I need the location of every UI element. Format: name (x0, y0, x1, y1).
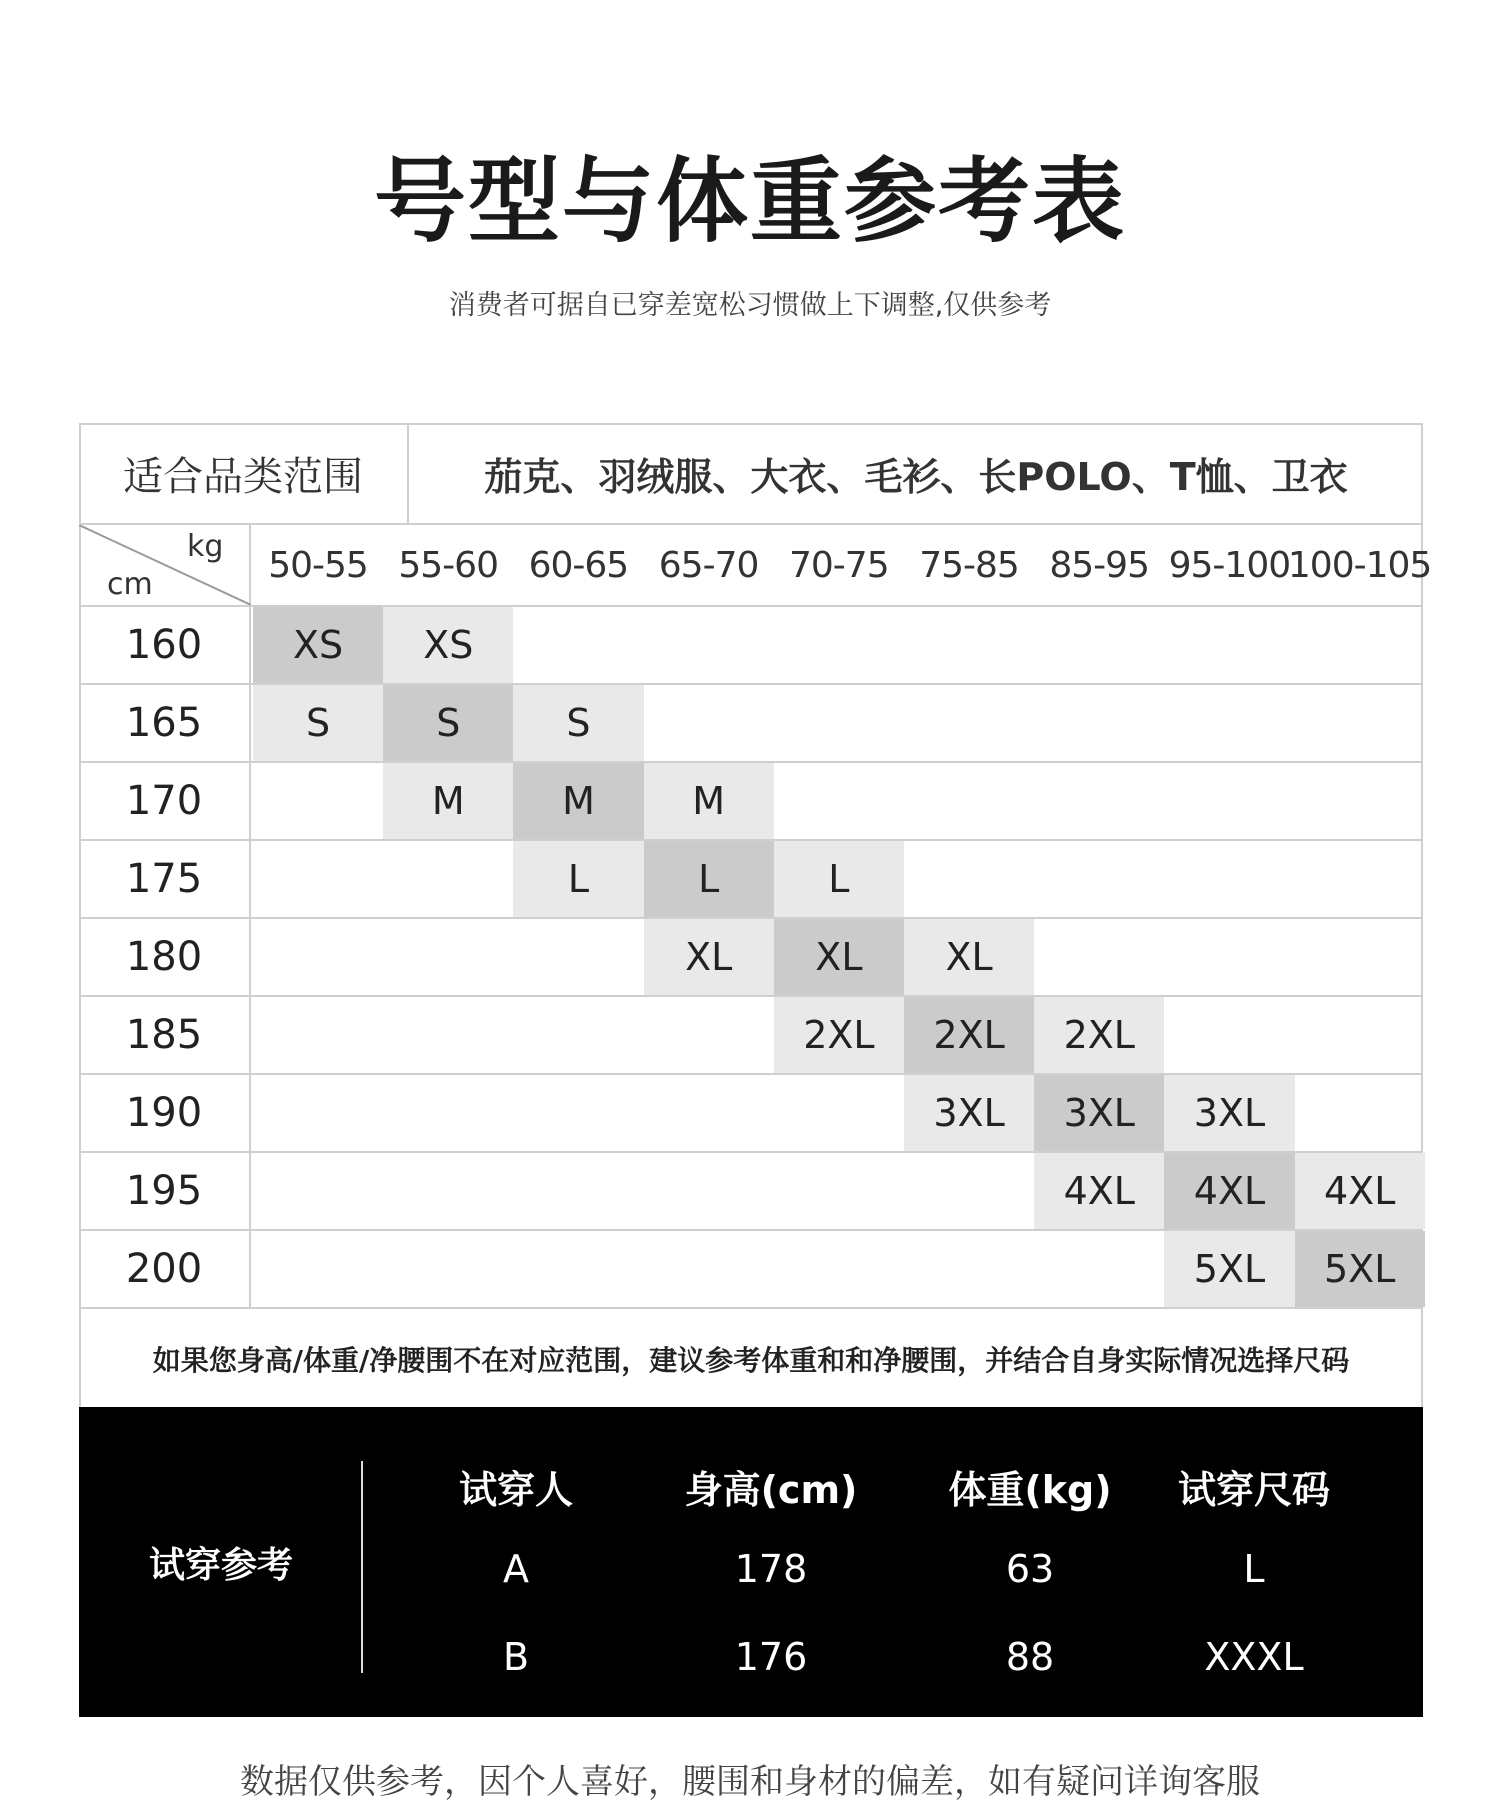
height-cell: 180 (79, 919, 251, 995)
size-cell: 3XL (1164, 1075, 1294, 1151)
size-cell: 3XL (904, 1075, 1034, 1151)
weight-range-header: 95-100 (1168, 544, 1291, 586)
diagonal-line (79, 525, 251, 605)
weight-range-header: 85-95 (1049, 544, 1149, 586)
size-row (79, 1153, 1423, 1231)
category-label: 适合品类范围 (79, 423, 409, 523)
try-on-header: 身高(cm) (684, 1468, 858, 1512)
corner-cell (79, 525, 251, 605)
try-on-cell: 178 (734, 1547, 808, 1591)
page-title: 号型与体重参考表 (373, 148, 1126, 255)
size-row (79, 1231, 1423, 1309)
height-cell: 195 (79, 1153, 251, 1229)
size-cell: XS (253, 607, 383, 683)
height-unit-label: cm (107, 567, 153, 602)
weight-range-header: 65-70 (658, 544, 759, 586)
weight-header-row (79, 525, 1432, 607)
category-row (79, 423, 1423, 525)
category-value: 茄克、羽绒服、大衣、毛衫、长POLO、T恤、卫衣 (484, 454, 1348, 499)
size-row (79, 997, 1423, 1075)
try-on-cell: 176 (734, 1635, 808, 1679)
height-cell: 170 (79, 763, 251, 839)
size-cell: L (644, 841, 774, 917)
height-cell: 175 (79, 841, 251, 917)
size-cell: XS (383, 607, 513, 683)
size-cell: 2XL (774, 997, 904, 1073)
weight-range-header: 60-65 (528, 544, 629, 586)
size-cell: 5XL (1295, 1231, 1425, 1307)
try-on-cell: XXXL (1204, 1635, 1304, 1679)
try-on-cell: B (502, 1635, 530, 1679)
height-cell: 160 (79, 607, 251, 683)
size-row (79, 763, 1423, 841)
try-on-cell: L (1243, 1547, 1265, 1591)
size-cell: M (383, 763, 513, 839)
size-cell: 3XL (1034, 1075, 1164, 1151)
size-row (79, 919, 1423, 997)
size-cell: 2XL (904, 997, 1034, 1073)
size-note: 如果您身高/体重/净腰围不在对应范围，建议参考体重和和净腰围，并结合自身实际情况选择尺码 (152, 1344, 1350, 1377)
size-row (79, 841, 1423, 919)
try-on-cell: 88 (1005, 1635, 1055, 1679)
try-on-label: 试穿参考 (148, 1544, 293, 1586)
height-cell: 200 (79, 1231, 251, 1307)
size-cell: 4XL (1164, 1153, 1294, 1229)
try-on-header: 试穿人 (458, 1468, 573, 1512)
size-cell: S (383, 685, 513, 761)
size-row (79, 607, 1423, 685)
try-on-header: 体重(kg) (948, 1468, 1112, 1512)
weight-range-header: 55-60 (398, 544, 498, 586)
size-cell: 4XL (1034, 1153, 1164, 1229)
weight-range-header: 70-75 (788, 544, 889, 586)
try-on-panel (79, 1407, 1423, 1717)
try-on-divider (361, 1461, 363, 1673)
size-cell: 5XL (1164, 1231, 1294, 1307)
size-cell: S (253, 685, 383, 761)
size-row (79, 1075, 1423, 1153)
page-subtitle: 消费者可据自已穿差宽松习惯做上下调整,仅供参考 (448, 290, 1052, 321)
size-cell: 2XL (1034, 997, 1164, 1073)
height-cell: 165 (79, 685, 251, 761)
size-cell: XL (774, 919, 904, 995)
size-cell: M (644, 763, 774, 839)
weight-range-header: 100-105 (1287, 544, 1432, 586)
size-cell: L (513, 841, 643, 917)
size-row (79, 685, 1423, 763)
height-cell: 190 (79, 1075, 251, 1151)
weight-range-header: 50-55 (268, 544, 368, 586)
footer-note: 数据仅供参考，因个人喜好，腰围和身材的偏差，如有疑问详询客服 (240, 1762, 1260, 1802)
try-on-header: 试穿尺码 (1177, 1468, 1330, 1512)
weight-range-header: 75-85 (919, 544, 1019, 586)
try-on-cell: A (503, 1547, 529, 1591)
size-cell: S (513, 685, 643, 761)
try-on-cell: 63 (1005, 1547, 1055, 1591)
size-cell: XL (644, 919, 774, 995)
size-cell: 4XL (1295, 1153, 1425, 1229)
size-cell: L (774, 841, 904, 917)
weight-unit-label: kg (187, 529, 224, 564)
size-cell: M (513, 763, 643, 839)
height-cell: 185 (79, 997, 251, 1073)
size-cell: XL (904, 919, 1034, 995)
